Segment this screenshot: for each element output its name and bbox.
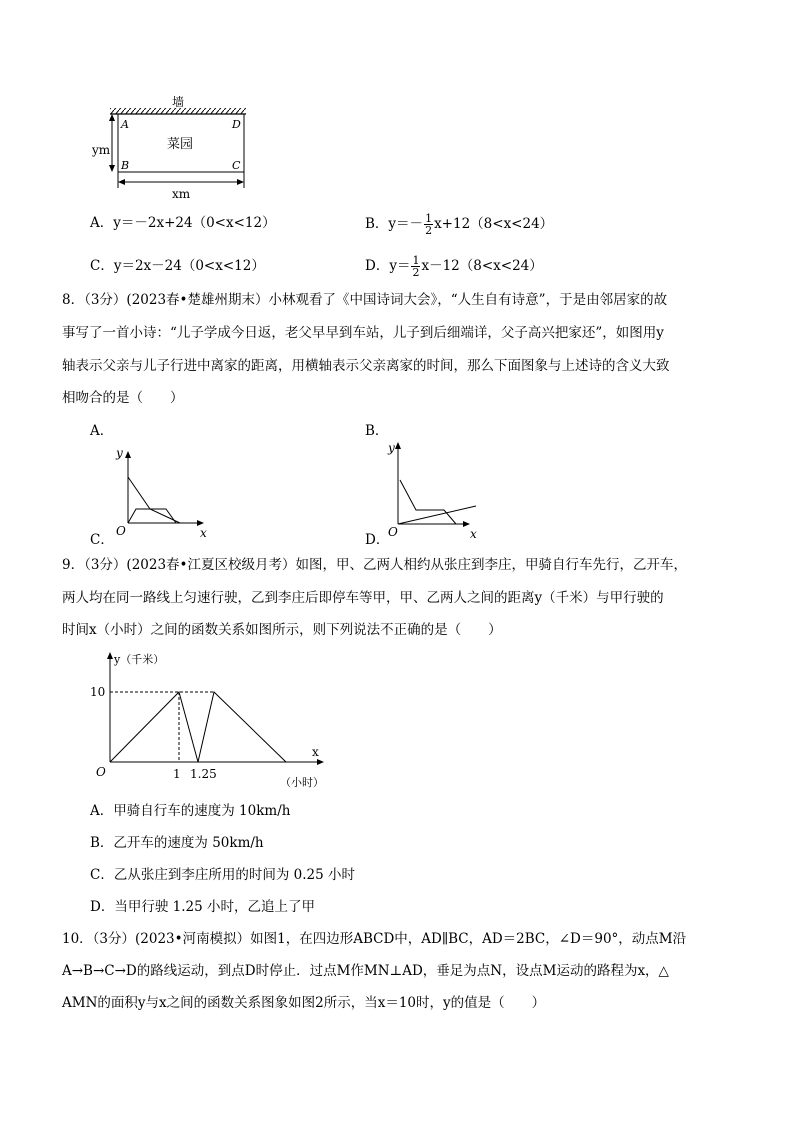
label-C: C [232, 159, 241, 172]
q10-stem-line-3: AMN的面积y与x之间的函数关系图象如图2所示，当x＝10时，y的值是（ ） [62, 995, 546, 1011]
q9-distance-graph [86, 648, 336, 790]
q8-graph-c [112, 445, 216, 537]
q9-tick-1: 1 [173, 767, 181, 781]
q7-option-d[interactable] [365, 246, 543, 286]
q8-option-d[interactable]: D． [365, 532, 390, 548]
graph-c-curve-2 [128, 509, 176, 523]
q8-stem-line-2: 事写了一首小诗：“儿子学成今日返，老父早早到车站，儿子到后细端详，父子高兴把家还”，如图用y [62, 325, 664, 341]
q9-origin: O [96, 765, 106, 779]
q8-stem-line-3: 轴表示父亲与儿子行进中离家的距离，用横轴表示父亲离家的时间，那么下面图象与上述诗的含义大致 [62, 358, 670, 374]
graph-d-y-label: y [388, 441, 395, 455]
q8-option-b[interactable]: B． [365, 423, 389, 439]
q10-stem-line-2: A→B→C→D的路线运动，到点D时停止．过点M作MN⊥AD，垂足为点N，设点M运动的路程为x，△ [62, 963, 669, 979]
label-ym: ym [92, 143, 111, 157]
q7-option-d-prefix: D．y＝ [365, 258, 411, 274]
q8-option-a[interactable]: A． [90, 423, 114, 439]
q7-option-b-prefix: B．y＝－ [365, 216, 424, 232]
q8-stem-line-4: 相吻合的是（ ） [62, 390, 184, 406]
garden-figure [84, 92, 264, 202]
q8-stem-line-1: 8．（3分）(2023春•楚雄州期末）小林观看了《中国诗词大会》，“人生自有诗意”，于是由邻居家的故 [62, 292, 668, 308]
q9-x-axis-unit: （小时） [280, 776, 324, 789]
graph-d-curve-2 [398, 506, 476, 524]
q9-x-axis-var: x [312, 745, 319, 759]
q9-tick-1-25: 1.25 [190, 767, 217, 781]
graph-c-curve-1 [128, 477, 180, 523]
q9-stem-line-2: 两人均在同一路线上匀速行驶，乙到李庄后即停车等甲，甲、乙两人之间的距离y（千米）与甲行驶的 [62, 590, 664, 606]
q9-option-d[interactable]: D．当甲行驶 1.25 小时，乙追上了甲 [90, 899, 315, 915]
label-B: B [121, 159, 130, 172]
graph-d-x-label: x [470, 527, 477, 540]
graph-d-origin: O [388, 525, 398, 539]
q7-option-a[interactable]: A．y＝－2x+24（0<x<12） [90, 215, 276, 231]
q9-stem-line-1: 9．（3分）(2023春•江夏区校级月考）如图，甲、乙两人相约从张庄到李庄，甲骑自行车先行，乙开车， [62, 557, 688, 573]
q7-option-c[interactable]: C．y＝2x－24（0<x<12） [90, 258, 265, 274]
q7-option-d-suffix: x－12（8<x<24） [421, 258, 543, 274]
label-xm: xm [172, 187, 191, 201]
fraction-half: $\frac{1}{2}$ [412, 254, 420, 279]
q9-option-b[interactable]: B．乙开车的速度为 50km/h [90, 835, 264, 851]
garden-label: 菜园 [167, 137, 194, 152]
wall-label: 墙 [172, 95, 185, 109]
q9-option-a[interactable]: A．甲骑自行车的速度为 10km/h [90, 803, 291, 819]
q9-distance-line [110, 692, 286, 762]
q9-tick-10: 10 [90, 685, 106, 699]
q7-option-b-suffix: x+12（8<x<24） [434, 216, 554, 232]
q7-option-b[interactable] [365, 204, 553, 244]
fraction-half: $\frac{1}{2}$ [425, 212, 433, 237]
q8-option-c[interactable]: C． [90, 532, 114, 548]
graph-c-x-label: x [200, 526, 207, 537]
q8-graph-d [386, 440, 486, 540]
q10-stem-line-1: 10．（3分）(2023•河南模拟）如图1，在四边形ABCD中，AD∥BC，AD＝2BC，∠D＝90°，动点M沿 [62, 931, 687, 947]
label-A: A [121, 118, 129, 131]
graph-c-y-label: y [116, 446, 123, 460]
q9-stem-line-3: 时间x（小时）之间的函数关系如图所示，则下列说法不正确的是（ ） [62, 622, 502, 638]
q9-option-c[interactable]: C．乙从张庄到李庄所用的时间为 0.25 小时 [90, 867, 355, 883]
label-D: D [232, 118, 241, 131]
graph-c-origin: O [116, 524, 126, 537]
q9-y-axis-label: y（千米） [114, 653, 165, 666]
